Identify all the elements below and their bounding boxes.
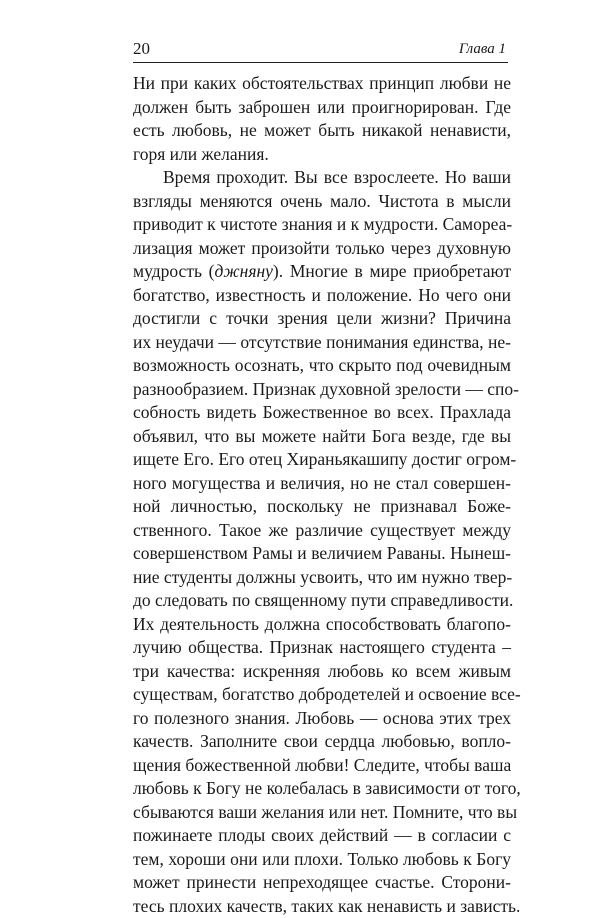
- italic-term: джняну: [215, 261, 273, 281]
- text-line: лучию общества. Признак настоящего студента –: [133, 636, 511, 660]
- text-line: щения божественной любви! Следите, чтобы ваша: [133, 754, 511, 778]
- chapter-title: Глава 1: [459, 41, 506, 58]
- text-line: может принести непреходящее счастье. Сторони-: [133, 871, 511, 895]
- text-line: собность видеть Божественное во всех. Прахлада: [133, 401, 511, 425]
- text-line: ние студенты должны усвоить, что им нужно твер-: [133, 566, 511, 590]
- text-line: три качества: искренняя любовь ко всем живым: [133, 660, 511, 684]
- text-line: пожинаете плоды своих действий — в согласии с: [133, 824, 511, 848]
- text-line: качеств. Заполните свои сердца любовью, вопло-: [133, 730, 511, 754]
- text-line: ной личностью, поскольку не признавал Боже-: [133, 495, 511, 519]
- text-line: взгляды меняются очень мало. Чистота в мысли: [133, 190, 511, 214]
- text-line: приводит к чистоте знания и к мудрости. Самореа-: [133, 213, 511, 237]
- text-line: совершенством Рамы и величием Раваны. Нынеш-: [133, 542, 511, 566]
- text-line: любовь к Богу не колебалась в зависимости от того,: [133, 777, 511, 801]
- text-line: [133, 260, 511, 284]
- body-text: [133, 72, 511, 918]
- text-line: ственного. Такое же различие существует между: [133, 519, 511, 543]
- text-segment: ). Многие в мире приобретают: [273, 261, 511, 281]
- text-line: есть любовь, не может быть никакой ненависти,: [133, 119, 511, 143]
- running-header: [133, 38, 508, 63]
- text-line: до следовать по священному пути справедливости.: [133, 589, 511, 613]
- text-line: Время проходит. Вы все взрослеете. Но ваши: [133, 166, 511, 190]
- text-line: разнообразием. Признак духовной зрелости — спо-: [133, 378, 511, 402]
- text-line: лизация может произойти только через духовную: [133, 237, 511, 261]
- text-line: тем, хороши они или плохи. Только любовь к Богу: [133, 848, 511, 872]
- text-line: Ни при каких обстоятельствах принцип любви не: [133, 72, 511, 96]
- text-line: тесь плохих качеств, таких как ненависть и зависть.: [133, 895, 511, 918]
- text-line: ного могущества и величия, но не стал совершен-: [133, 472, 511, 496]
- text-line: существам, богатство добродетелей и освоение все-: [133, 683, 511, 707]
- text-line: их неудачи — отсутствие понимания единства, не-: [133, 331, 511, 355]
- text-line: возможность осознать, что скрыто под очевидным: [133, 354, 511, 378]
- text-line: должен быть заброшен или проигнорирован. Где: [133, 96, 511, 120]
- text-line: горя или желания.: [133, 143, 511, 167]
- text-line: достигли с точки зрения цели жизни? Причина: [133, 307, 511, 331]
- text-line: сбываются ваши желания или нет. Помните, что вы: [133, 801, 511, 825]
- text-line: ищете Его. Его отец Хираньякашипу достиг огром-: [133, 448, 511, 472]
- page-number: 20: [133, 39, 150, 59]
- text-line: Их деятельность должна способствовать благопо-: [133, 613, 511, 637]
- text-line: го полезного знания. Любовь — основа этих трех: [133, 707, 511, 731]
- text-segment: мудрость (: [133, 261, 215, 281]
- text-line: объявил, что вы можете найти Бога везде, где вы: [133, 425, 511, 449]
- text-line: богатство, известность и положение. Но чего они: [133, 284, 511, 308]
